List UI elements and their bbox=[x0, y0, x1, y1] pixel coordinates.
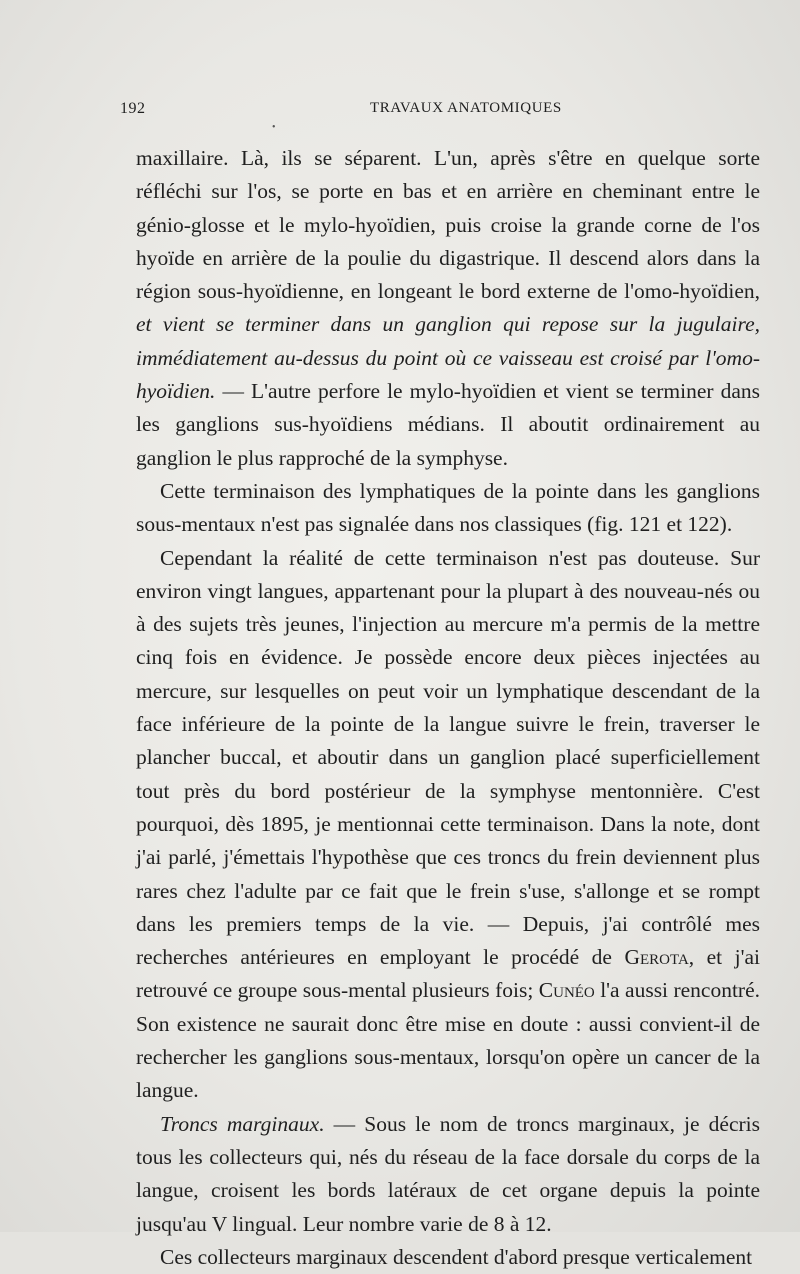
paragraph: Cette terminaison des lymphatiques de la pointe dans les ganglions sous-mentaux n'est pas signalée dans nos classiques (fig. 121 et 122). bbox=[136, 478, 760, 537]
text-run: Cependant la réalité de cette terminaison n'est pas douteuse. Sur environ vingt langues, appartenant pour la plupart à des nouveau-nés ou à des sujets très jeunes, l'injection au mercure m'a permis de la mettre cinq fois en évidence. Je possède encore deux pièces injectées au mercure, sur lesquelles on peut voir un lymphatique descendant de la face inférieure de la pointe de la langue suivre le frein, traverser le plancher buccal, et aboutir dans un ganglion placé superficiellement tout près du bord postérieur de la symphyse mentonnière. C'est pourquoi, dès 1895, je mentionnai cette terminaison. Dans la note, dont j'ai parlé, j'émettais l'hypothèse que ces troncs du frein deviennent plus rares chez l'adulte par ce fait que le frein s'use, s'allonge et se rompt dans les premiers temps de la vie. — Depuis, j'ai contrôlé mes recherches antérieures en employant le procédé de bbox=[136, 545, 760, 970]
italic-text-run: et vient se terminer dans un ganglion qui repose sur la jugulaire, immédiatement au-dessus du point où ce vaisseau est croisé par l'omo-hyoïdien. bbox=[136, 312, 760, 404]
page-number: 192 bbox=[120, 100, 146, 117]
paragraph bbox=[136, 142, 760, 475]
author-name: Cunéo bbox=[538, 978, 595, 1003]
paragraph bbox=[136, 1108, 760, 1241]
paragraph bbox=[136, 542, 760, 1108]
text-run: maxillaire. Là, ils se séparent. L'un, après s'être en quelque sorte réfléchi sur l'os, se porte en bas et en arrière en cheminant entre le génio-glosse et le mylo-hyoïdien, puis croise la grande corne de l'os hyoïde en arrière de la poulie du digastrique. Il descend alors dans la région sous-hyoïdienne, en longeant le bord externe de l'omo-hyoïdien, bbox=[136, 146, 760, 304]
page-header bbox=[120, 100, 760, 130]
print-speck: • bbox=[272, 122, 276, 133]
text-run: , et j'ai retrouvé ce groupe sous-mental plusieurs fois; bbox=[136, 945, 760, 1003]
text-run: l'a aussi rencontré. Son existence ne saurait donc être mise en doute : aussi convient-il de rechercher les ganglions sous-mentaux, lorsqu'on opère un cancer de la langue. bbox=[136, 978, 761, 1103]
body-text bbox=[136, 142, 760, 1274]
text-run: — L'autre perfore le mylo-hyoïdien et vient se terminer dans les ganglions sus-hyoïdiens médians. Il aboutit ordinairement au ganglion le plus rapproché de la symphyse. bbox=[136, 379, 760, 470]
running-head: TRAVAUX ANATOMIQUES bbox=[370, 100, 562, 116]
text-run: — Sous le nom de troncs marginaux, je décris tous les collecteurs qui, nés du réseau de la face dorsale du corps de la langue, croisent les bords latéraux de cet organe depuis la pointe jusqu'au V lingual. Leur nombre varie de 8 à 12. bbox=[136, 1111, 760, 1236]
section-heading-italic: Troncs marginaux. bbox=[160, 1111, 325, 1136]
author-name: Gerota bbox=[624, 945, 689, 970]
paragraph: Ces collecteurs marginaux descendent d'abord presque verticalement bbox=[160, 1244, 753, 1269]
